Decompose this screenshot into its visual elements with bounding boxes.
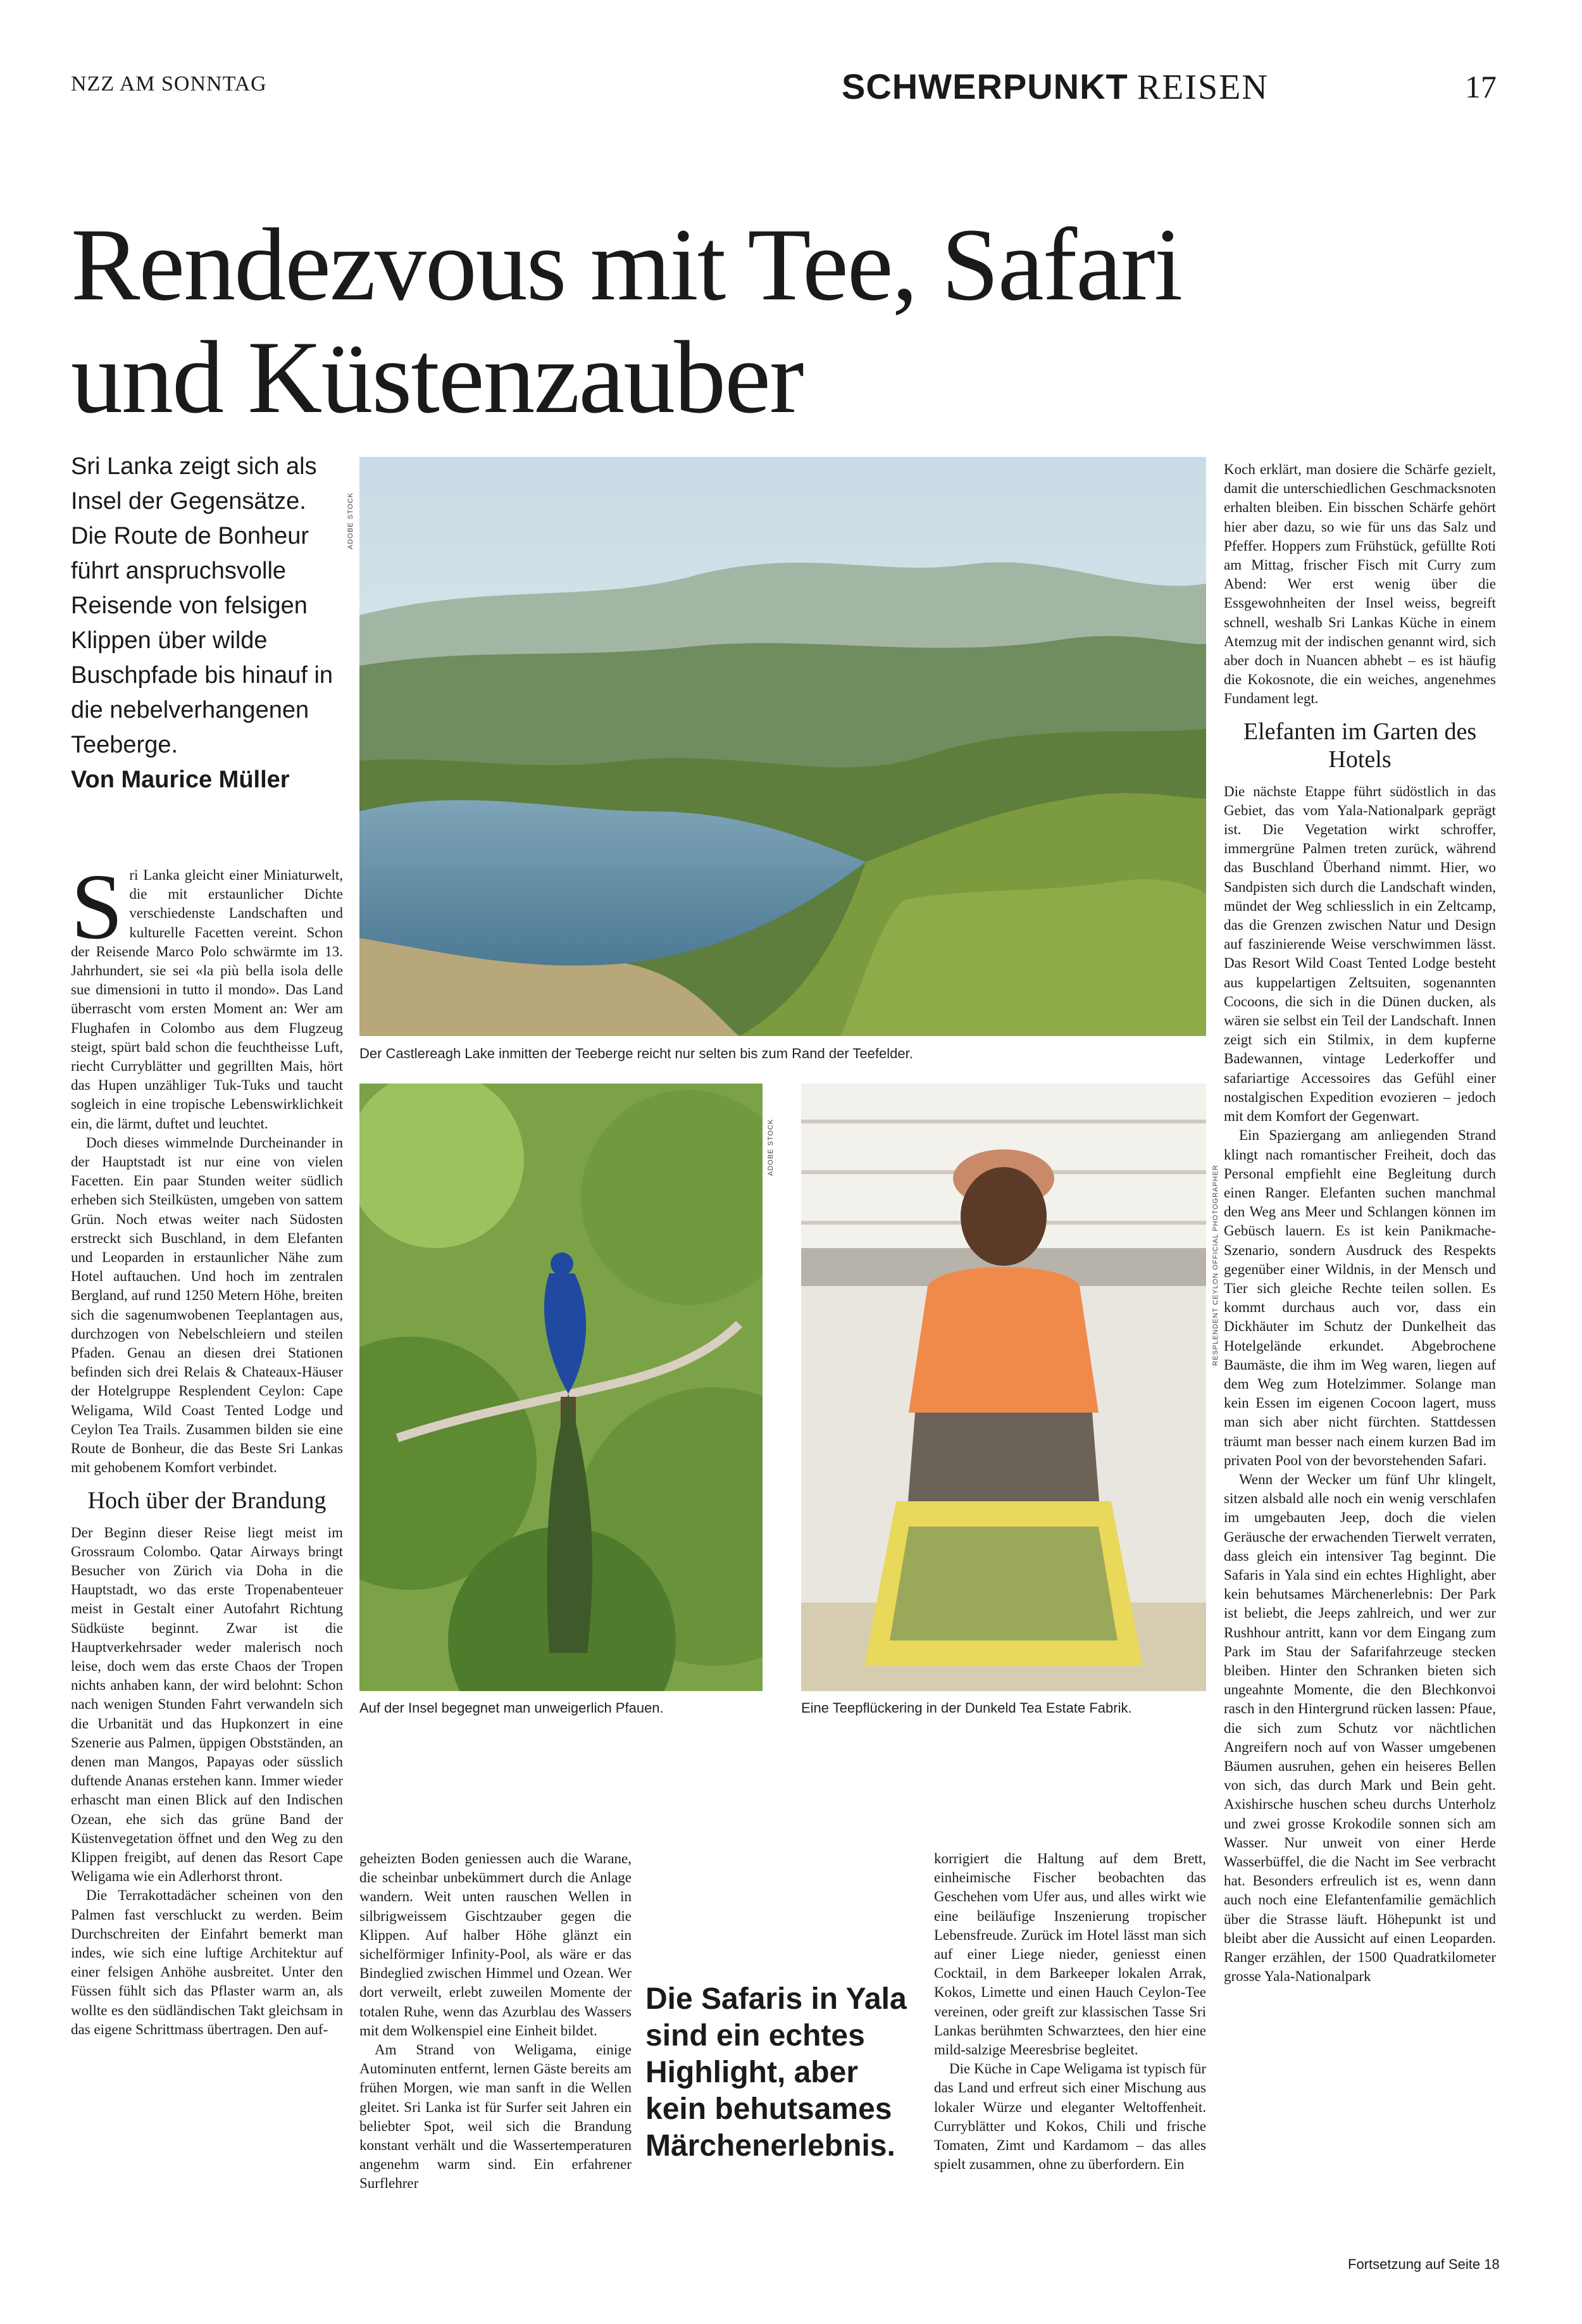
peacock-photo-credit: ADOBE STOCK — [767, 1118, 775, 1176]
lead-paragraph — [71, 449, 343, 797]
column-4-paragraph-1: korrigiert die Haltung auf dem Brett, einheimische Fischer beobachten das Geschehen vom Ufer aus, und alles wirkt wie eine beiläufige Inszenierung tropischer Lebensfreude. Zurück im Hotel lässt man sich auf einer Liege nieder, geniesst einen Cocktail, in dem Barkeeper lokalen Arrak, Kokos, Limette und einen Hauch Ceylon-Tee vereinen, oder greift zur klassischen Tasse Sri Lankas berühmten Schwarztees, den hier eine mild-salzige Meeresbrise begleitet. — [934, 1851, 1206, 2058]
headline-line-1: Rendezvous mit Tee, Safari — [71, 208, 1182, 322]
headline — [71, 209, 1336, 434]
tea-picker-photo-caption: Eine Teepflückering in der Dunkeld Tea Estate Fabrik. — [801, 1700, 1132, 1716]
section-title — [842, 66, 1269, 108]
lead-text: Sri Lanka zeigt sich als Insel der Gegensätze. Die Route de Bonheur führt anspruchsvolle Reisende von felsigen Klippen über wilde Buschpfade bis hinauf in die nebelverhangenen Teeberge. — [71, 453, 333, 758]
peacock-photo-image — [359, 1084, 763, 1691]
lake-photo-caption: Der Castlereagh Lake inmitten der Teeberge reicht nur selten bis zum Rand der Teefelder. — [359, 1046, 913, 1061]
page-number: 17 — [1465, 69, 1497, 104]
column-1-paragraph-4: Die Terrakottadächer scheinen von den Palmen fast verschluckt zu werden. Beim Durchschreiten der Einfahrt bemerkt man indes, wie sich eine luftige Architektur auf einer felsigen Anhöhe ausbreitet. Unter den Füssen fühlt sich das Pflaster warm an, als wollte es den südländischen Takt gleichsam in das eigene Schrittmass übertragen. Den auf- — [71, 1887, 343, 2037]
column-2-paragraph-2: Am Strand von Weligama, einige Autominuten entfernt, lernen Gäste bereits am frühen Morgen, wie man sanft in die Wellen gleitet. Sri Lanka ist für Surfer seit Jahren ein beliebter Spot, weil sich die Brandung konstant verhält und die Wassertemperaturen angenehm warm sind. Ein erfahrener Surflehrer — [359, 2042, 632, 2192]
column-1-paragraph-1: Sri Lanka gleicht einer Miniaturwelt, die mit erstaunlicher Dichte verschiedenste Landschaften und kulturelle Facetten vereint. Schon der Reisende Marco Polo schwärmte im 13. Jahrhundert, sie sei «la più bella isola delle sue dimensioni in tutto il mondo». Das Land überrascht vom ersten Moment an: Wer am Flughafen in Colombo aus dem Flugzeug steigt, spürt bald schon die feuchtheisse Luft, riecht Curryblätter und gegrillten Mais, hört das Hupen unzähliger Tuk-Tuks und taucht sogleich in eine tropische Lebenswirklichkeit ein, die lärmt, duftet und leuchtet. — [71, 855, 343, 1132]
tea-picker-photo — [801, 1084, 1206, 1691]
publication-name: NZZ AM SONNTAG — [71, 72, 267, 96]
article-column-4 — [934, 1849, 1206, 2174]
lake-photo-credit: ADOBE STOCK — [347, 492, 354, 549]
pull-quote: Die Safaris in Yala sind ein echtes Highlight, aber kein behutsames Märchenerlebnis. — [645, 1982, 907, 2163]
section-title-light: REISEN — [1137, 68, 1269, 107]
column-1-paragraph-2: Doch dieses wimmelnde Durcheinander in der Hauptstadt ist nur eine von vielen Facetten. Ein paar Stunden weiter südlich erheben sich Steilküsten, umgeben von sattem Grün. Noch etwas weiter nach Südosten erstreckt sich Buschland, in dem Elefanten und Leoparden in erstaunlicher Nähe zum Hotel auftauchen. Und hoch im zentralen Bergland, auf rund 1250 Metern Höhe, breiten sich die sagenumwobenen Teeplantagen aus, durchzogen von Nebelschleiern und steilen Pfaden. Genau an diesen drei Stationen befinden sich drei Relais & Chateaux-Häuser der Hotelgruppe Resplendent Ceylon: Cape Weligama, Wild Coast Tented Lodge und Ceylon Tea Trails. Zusammen bilden sie eine Route de Bonheur, die das Beste Sri Lankas mit gehobenem Komfort verbindet. — [71, 1134, 343, 1476]
column-5-paragraph-1: Koch erklärt, man dosiere die Schärfe gezielt, damit die unterschiedlichen Geschmacksnoten erhalten bleiben. Ein bisschen Schärfe gehört hier aber dazu, so wie für uns das Salz und Pfeffer. Hoppers zum Frühstück, gefüllte Roti am Mittag, frischer Fisch mit Curry zum Abend: Wer erst wenig über die Essgewohnheiten der Insel weiss, begreift schnell, weshalb Sri Lankas Küche in einem Atemzug mit der indischen genannt wird, sich aber doch in Nuancen abhebt – es ist häufig die Kokosnote, die ein weiches, angenehmes Fundament legt. — [1224, 461, 1496, 707]
column-5-paragraph-3: Ein Spaziergang am anliegenden Strand klingt nach romantischer Freiheit, doch das Personal empfiehlt eine Begleitung durch einen Ranger. Elefanten suchen manchmal den Weg ans Meer und Schlangen können im Gebüsch lauern. Es ist kein Panikmache-Szenario, sondern Ausdruck des Respekts gegenüber einer Wildnis, in der Mensch und Tier sich gleiche Rechte teilen sollen. Es kommt durchaus auch vor, dass ein Dickhäuter im Schutz der Dunkelheit das Hotelgelände erkundet. Abgebrochene Baumäste, die ihm im Weg waren, liegen auf dem Weg zum Hotelzimmer. Solange man kein Essen im eigenen Cocoon lagert, muss man sich aber nicht fürchten. Stattdessen träumt man besser nach einem kurzen Bad im privaten Pool von der bevorstehenden Safari. — [1224, 1127, 1496, 1468]
peacock-photo-caption: Auf der Insel begegnet man unweigerlich Pfauen. — [359, 1700, 664, 1716]
lake-photo — [359, 457, 1206, 1036]
continued-notice: Fortsetzung auf Seite 18 — [1348, 2256, 1500, 2272]
article-column-1 — [71, 855, 343, 2039]
column-2-paragraph-1: geheizten Boden geniessen auch die Warane, die scheinbar unbekümmert durch die Anlage wandern. Weit unten rauschen Wellen in silbrigweissem Gischtzauber gegen die Klippen. Auf halber Höhe glänzt ein sichelförmiger Infinity-Pool, als wäre er das Bindeglied zwischen Himmel und Ozean. Wer dort verweilt, erlebt zuweilen Momente der totalen Ruhe, wenn das Azurblau des Wassers mit dem Wolkenspiel eine Einheit bildet. — [359, 1851, 632, 2039]
subhead-brandung: Hoch über der Brandung — [87, 1487, 327, 1514]
dropcap: S — [71, 855, 123, 959]
tea-picker-photo-credit: RESPLENDENT CEYLON OFFICIAL PHOTOGRAPHER — [1212, 1165, 1219, 1366]
tea-picker-photo-image — [801, 1084, 1206, 1691]
column-4-paragraph-2: Die Küche in Cape Weligama ist typisch für das Land und erfreut sich einer Mischung aus lokaler Würze und eleganter Weltoffenheit. Curryblätter und Kokos, Chili und frische Tomaten, Zimt und Kardamom – das alles spielt zusammen, ohne zu überfordern. Ein — [934, 2061, 1206, 2173]
column-1-paragraph-3: Der Beginn dieser Reise liegt meist im Grossraum Colombo. Qatar Airways bringt Besucher von Zürich via Doha in die Hauptstadt, wo das erste Tropenabenteuer meist in Gestalt einer Autofahrt Richtung Südküste beginnt. Zwar ist die Hauptverkehrsader weder malerisch noch leise, doch wem das erste Chaos der Tropen nichts anhaben kann, der wird belohnt: Schon nach wenigen Stunden Fahrt verwandeln sich die Urbanität und das Hupkonzert in eine Szenerie aus Palmen, üppigen Obstständen, an denen man Mangos, Papayas oder süsslich duftende Ananas erstehen kann. Immer wieder erhascht man einen Blick auf den Indischen Ozean, ehe sich das grüne Band der Küstenvegetation öffnet und den Weg zu den Klippen freigibt, auf denen das Resort Cape Weligama wie ein Adlerhorst thront. — [71, 1524, 343, 1885]
column-5-paragraph-2: Die nächste Etappe führt südöstlich in das Gebiet, das vom Yala-Nationalpark geprägt ist. Die Vegetation wirkt schroffer, immergrüne Palmen treten zurück, während das Buschland Überhand nimmt. Hier, wo Sandpisten sich durch die Landschaft winden, mündet der Weg schliesslich in ein Zeltcamp, das die Grenzen zwischen Natur und Design auf faszinierende Weise verschwimmen lässt. Das Resort Wild Coast Tented Lodge besteht aus kuppelartigen Zeltsuiten, sogenannten Cocoons, die sich in die Dünen ducken, als wären sie selbst ein Teil der Landschaft. Innen zeigt sich ein Stilmix, in dem kupferne Badewannen, vintage Lederkoffer und safariartige Accessoires das Gefühl einer nostalgischen Expedition evozieren – jedoch mit dem Komfort der Gegenwart. — [1224, 783, 1496, 1125]
lake-photo-image — [359, 457, 1206, 1036]
section-title-bold: SCHWERPUNKT — [842, 66, 1128, 106]
article-column-5 — [1224, 460, 1496, 1986]
peacock-photo — [359, 1084, 763, 1691]
column-5-paragraph-4: Wenn der Wecker um fünf Uhr klingelt, sitzen alsbald alle noch ein wenig verschlafen im umgebauten Jeep, doch die vielen Geräusche der erwachenden Tierwelt verraten, dass gleich ein intensiver Tag beginnt. Die Safaris in Yala sind ein echtes Highlight, aber kein behutsames Märchenerlebnis: Der Park ist beliebt, die Jeeps zahlreich, und wer zur Rushhour antritt, kann vor dem Eingang zum Park im Stau der Safarifahrzeuge stecken bleiben. Hinter den Schranken bieten sich ungeahnte Momente, die den Blechkonvoi rasch in den Hintergrund rücken lassen: Pfaue, die sich zum Schutz vor nächtlichen Angreifern noch auf von Wasser umgebenen Bäumen ausruhen, gehen ein heiseres Bellen von sich, das durch Mark und Bein geht. Axishirsche huschen scheu durchs Unterholz und zwei grosse Krokodile sonnen sich am Wasser. Nur unweit von einer Herde Wasserbüffel, die die Nacht im See verbracht hat. Besonders erfreulich ist es, wenn dann auch noch eine Elefantenfamilie gemächlich über die Strasse läuft. Höhepunkt ist und bleibt aber die Aussicht auf einen Leoparden. Ranger erzählen, der 1500 Quadratkilometer grosse Yala-Nationalpark — [1224, 1471, 1496, 1985]
article-column-2 — [359, 1849, 632, 2194]
headline-line-2: und Küstenzauber — [71, 320, 803, 435]
subhead-elefanten: Elefanten im Garten des Hotels — [1243, 718, 1477, 773]
byline: Von Maurice Müller — [71, 766, 290, 793]
